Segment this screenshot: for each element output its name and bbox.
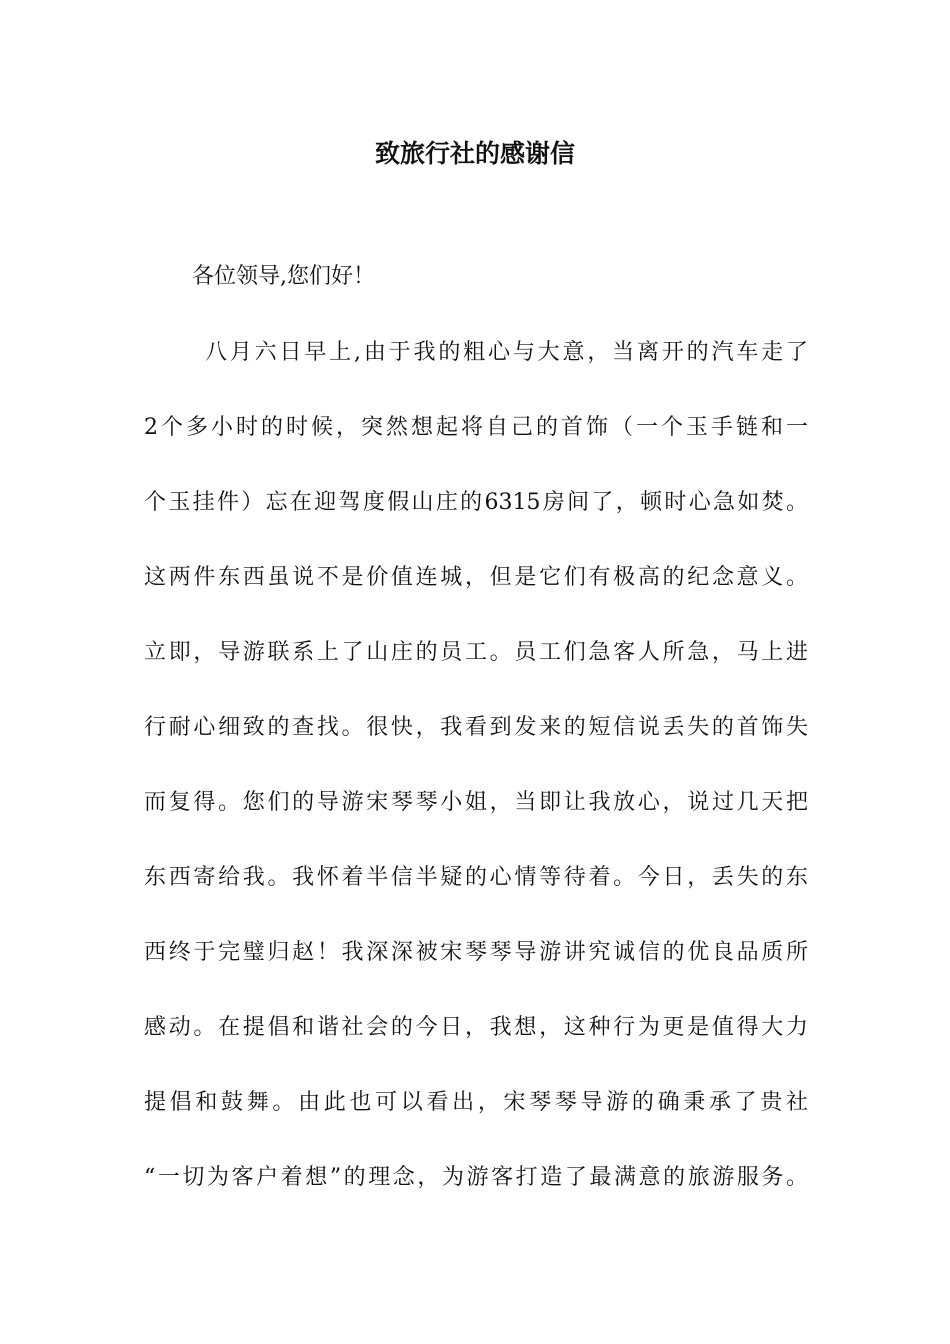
body-line: 个玉挂件）忘在迎驾度假山庄的6315房间了，顿时心急如焚。 <box>144 490 808 515</box>
body-line: 西终于完璧归赵！我深深被宋琴琴导游讲究诚信的优良品质所 <box>144 940 808 965</box>
body-line: 提倡和鼓舞。由此也可以看出，宋琴琴导游的确秉承了贵社 <box>144 1090 808 1115</box>
body-line: 这两件东西虽说不是价值连城，但是它们有极高的纪念意义。 <box>144 565 808 590</box>
letter-title: 致旅行社的感谢信 <box>374 139 575 168</box>
body-line: 行耐心细致的查找。很快，我看到发来的短信说丢失的首饰失 <box>144 715 808 740</box>
body-line: 东西寄给我。我怀着半信半疑的心情等待着。今日，丢失的东 <box>144 865 808 890</box>
body-line: 2个多小时的时候，突然想起将自己的首饰（一个玉手链和一 <box>144 415 808 440</box>
body-line: 感动。在提倡和谐社会的今日，我想，这种行为更是值得大力 <box>144 1015 808 1040</box>
body-line: “一切为客户着想”的理念，为游客打造了最满意的旅游服务。 <box>144 1165 808 1190</box>
body-line: 立即，导游联系上了山庄的员工。员工们急客人所急，马上进 <box>144 640 808 665</box>
body-line: 八月六日早上,由于我的粗心与大意，当离开的汽车走了 <box>205 340 808 365</box>
letter-salutation: 各位领导,您们好！ <box>192 264 375 289</box>
body-line: 而复得。您们的导游宋琴琴小姐，当即让我放心，说过几天把 <box>144 790 808 815</box>
